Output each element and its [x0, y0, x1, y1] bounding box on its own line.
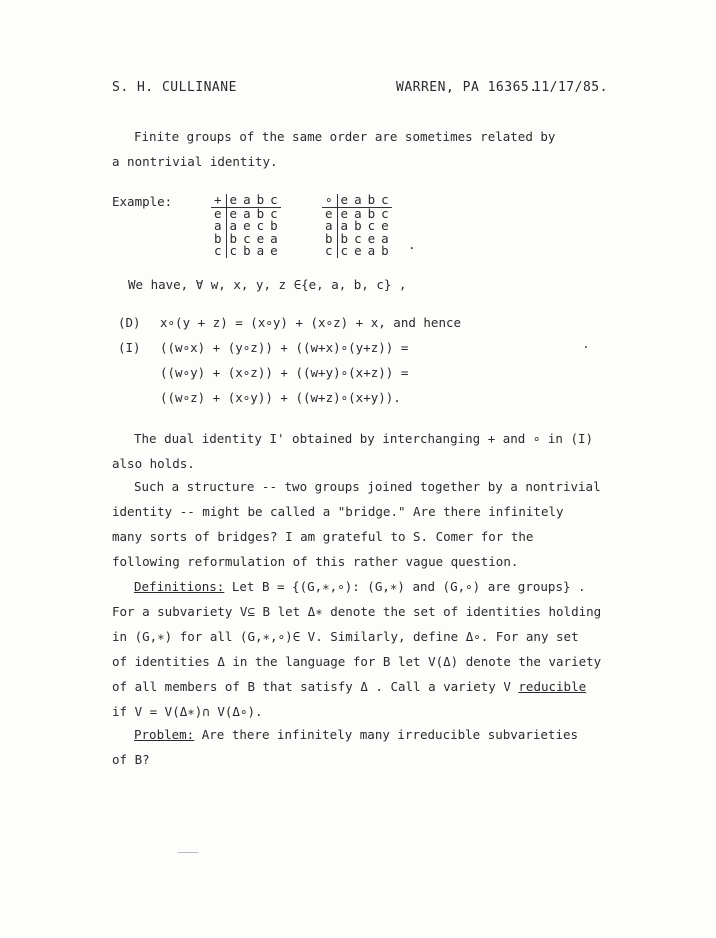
- intro-line-2: a nontrivial identity.: [112, 154, 278, 169]
- identity-i-label: (I): [118, 340, 141, 355]
- table-cell: a: [270, 230, 278, 246]
- table-col-header: b: [254, 194, 268, 207]
- bridge-line-1: Such a structure -- two groups joined together by a nontrivial: [134, 479, 601, 494]
- table-cell: c: [243, 230, 251, 246]
- table-row-header: e: [211, 207, 226, 220]
- problem-line-1-text: Are there infinitely many irreducible subvarieties: [194, 727, 579, 742]
- stray-mark: [178, 852, 198, 853]
- cayley-table-plus: [211, 194, 281, 258]
- problem-line-2: of B?: [112, 752, 150, 767]
- author-name: S. H. CULLINANE: [112, 80, 237, 95]
- intro-line-1: Finite groups of the same order are sometimes related by: [134, 129, 556, 144]
- address: WARREN, PA 16365.: [396, 80, 538, 95]
- we-have-line: We have, ∀ w, x, y, z ∈{e, a, b, c} ,: [128, 277, 407, 292]
- reducible-term: reducible: [518, 679, 587, 694]
- table-cell: b: [243, 243, 251, 258]
- table-row-header: b: [322, 233, 337, 246]
- definitions-line-1-text: Let B = {(G,∗,∘): (G,∗) and (G,∘) are groups} .: [224, 579, 586, 594]
- table-cell: a: [340, 218, 349, 233]
- definitions-line-2: For a subvariety V⊆ B let Δ∗ denote the set of identities holding: [112, 604, 602, 619]
- definitions-line-1: [112, 574, 602, 599]
- table-cell: b: [367, 205, 376, 221]
- dual-line-2: also holds.: [112, 456, 195, 471]
- table-cell: e: [256, 230, 265, 246]
- table-row-header: c: [211, 245, 226, 258]
- definitions-line-5-text: of all members of B that satisfy Δ . Call a variety V: [112, 679, 519, 694]
- table-row-header: e: [322, 207, 337, 220]
- table-cell: c: [340, 243, 349, 258]
- table-row-header: c: [322, 245, 337, 258]
- problem-line-1: [112, 722, 602, 747]
- table-cell: c: [256, 218, 265, 233]
- table-cell: a: [367, 243, 376, 258]
- table-col-header: c: [267, 194, 281, 207]
- identity-d-label: (D): [118, 315, 141, 330]
- dual-line-1: The dual identity I' obtained by interchanging + and ∘ in (I): [134, 431, 594, 446]
- definitions-line-6: if V = V(Δ∗)∩ V(Δ∘).: [112, 704, 263, 719]
- table-cell: e: [270, 243, 278, 258]
- table-col-header: e: [226, 194, 240, 207]
- table-cell: c: [354, 230, 362, 246]
- table-end-period: .: [408, 237, 416, 252]
- table-cell: c: [229, 243, 238, 258]
- table-cell: b: [256, 205, 265, 221]
- table-cell: a: [381, 230, 389, 246]
- table-row-header: a: [211, 220, 226, 233]
- table-row-header: a: [322, 220, 337, 233]
- problem-heading: Problem:: [134, 727, 195, 742]
- table-row-header: b: [211, 233, 226, 246]
- table-cell: e: [229, 205, 238, 221]
- definitions-heading: Definitions:: [134, 579, 225, 594]
- identity-i-line-3: ((w∘z) + (x∘y)) + ((w+z)∘(x+y)).: [160, 390, 401, 405]
- table-col-header: c: [378, 194, 392, 207]
- table-cell: b: [270, 218, 278, 233]
- table-col-header: a: [351, 194, 365, 207]
- date: 11/17/85.: [533, 80, 608, 95]
- table-cell: e: [381, 218, 389, 233]
- table-cell: e: [354, 243, 362, 258]
- stray-mark: [585, 346, 587, 348]
- identity-d: x∘(y + z) = (x∘y) + (x∘z) + x, and hence: [160, 315, 462, 330]
- table-col-header: a: [240, 194, 254, 207]
- table-cell: a: [256, 243, 265, 258]
- table-cell: e: [340, 205, 349, 221]
- definitions-line-3: in (G,∗) for all (G,∗,∘)∈ V. Similarly, define Δ∘. For any set: [112, 629, 579, 644]
- table-cell: a: [354, 205, 362, 221]
- identity-i-line-2: ((w∘y) + (x∘z)) + ((w+y)∘(x+z)) =: [160, 365, 409, 380]
- table-cell: e: [367, 230, 376, 246]
- bridge-line-3: many sorts of bridges? I am grateful to S. Comer for the: [112, 529, 534, 544]
- bridge-line-2: identity -- might be called a "bridge." Are there infinitely: [112, 504, 564, 519]
- definitions-line-4: of identities Δ in the language for B let V(Δ) denote the variety: [112, 654, 602, 669]
- table-operator: +: [211, 194, 226, 207]
- table-col-header: b: [365, 194, 379, 207]
- bridge-line-4: following reformulation of this rather vague question.: [112, 554, 519, 569]
- table-cell: e: [243, 218, 251, 233]
- identity-i-line-1: ((w∘x) + (y∘z)) + ((w+x)∘(y+z)) =: [160, 340, 409, 355]
- table-cell: c: [381, 205, 389, 221]
- table-cell: a: [229, 218, 238, 233]
- table-cell: b: [340, 230, 349, 246]
- definitions-line-5: [112, 674, 602, 699]
- table-operator: ∘: [322, 194, 337, 207]
- table-cell: b: [354, 218, 362, 233]
- table-col-header: e: [337, 194, 351, 207]
- example-label: Example:: [112, 194, 173, 209]
- table-cell: b: [229, 230, 238, 246]
- cayley-table-circ: [322, 194, 392, 258]
- table-row: [322, 245, 392, 258]
- table-cell: a: [243, 205, 251, 221]
- table-row: [211, 245, 281, 258]
- table-cell: b: [381, 243, 389, 258]
- table-cell: c: [270, 205, 278, 221]
- table-cell: c: [367, 218, 376, 233]
